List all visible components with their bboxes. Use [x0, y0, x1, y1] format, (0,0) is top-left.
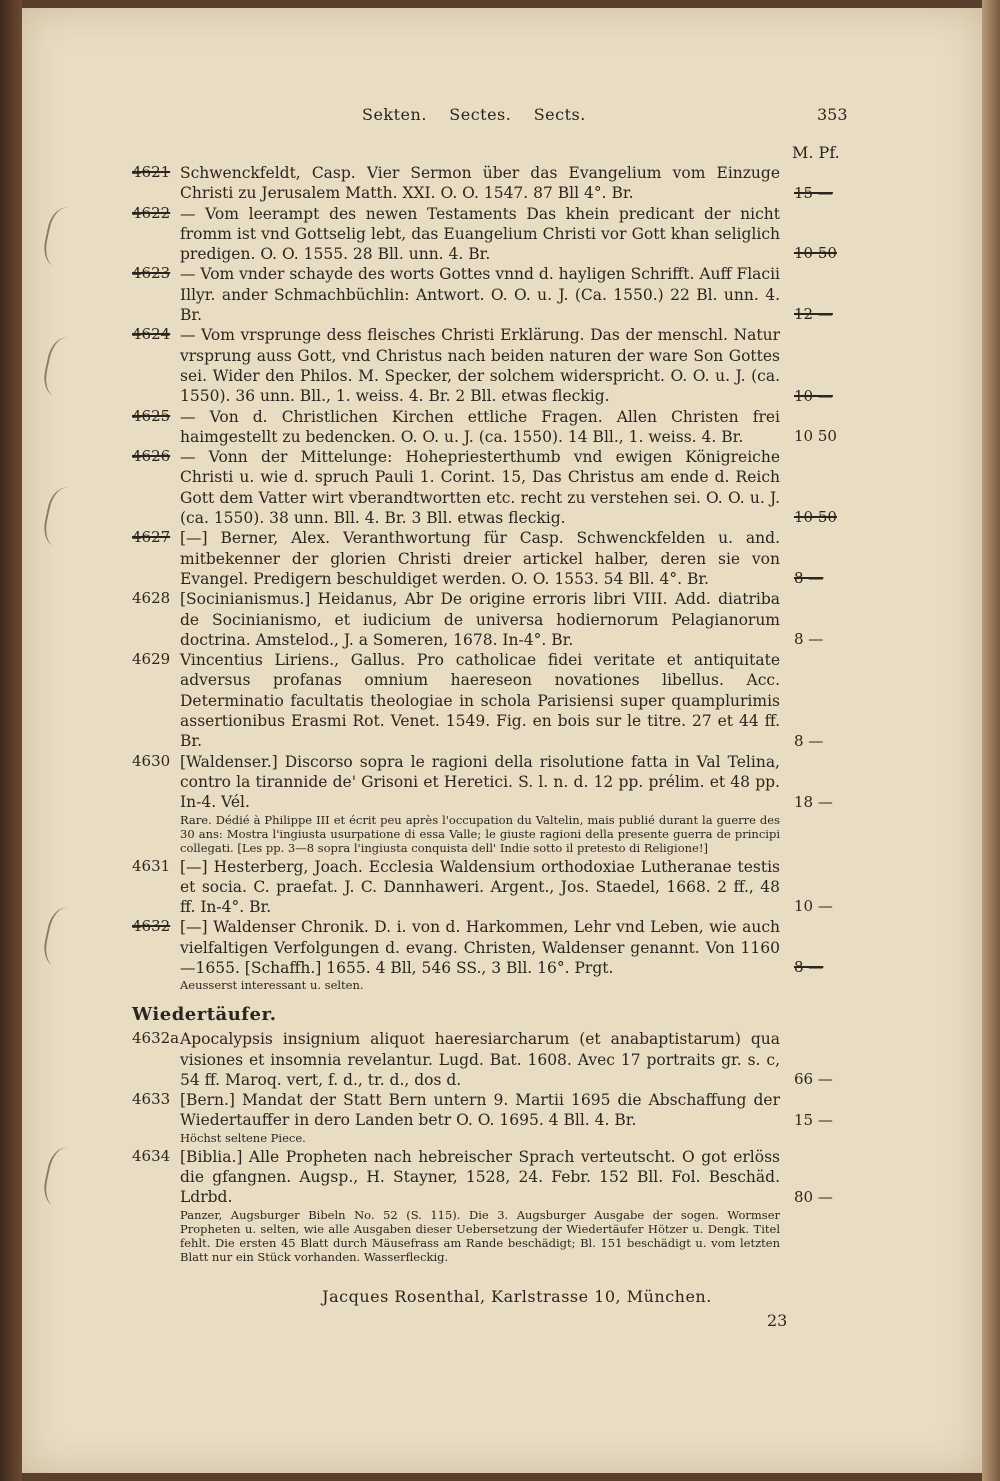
entry-note: Rare. Dédié à Philippe III et écrit peu après l'occupation du Valtelin, mais publié durant la guerre des 30 ans: Mostra l'ingiusta usurpatione di essa Valle; le giuste ragioni della presente guerra de principi collegati. [Les pp. 3—8 sopra l'ingiusta conquista dell' Indie sotto il pretesto di Religione!]	[180, 812, 780, 855]
entry-text: [Biblia.] Alle Propheten nach hebreischer Sprach verteutscht. O got erlöss die gfangnen. Augsp., H. Stayner, 1528, 24. Febr. 152 Bll. Fol. Beschäd. Ldrbd.	[180, 1147, 780, 1207]
section-heading: Wiedertäufer.	[132, 1004, 277, 1026]
entry-price: 10 50	[794, 508, 837, 527]
entry-price: 15 —	[794, 1110, 833, 1129]
entry-text: — Vonn der Mittelunge: Hohepriesterthumb vnd ewigen Königreiche Christi u. wie d. spruch Pauli 1. Corint. 15, Das Christus am ende d. Reich Gott dem Vatter wirt vberandtwortten etc. recht zu verstehen sei. O. O. u. J. (ca. 1550). 38 unn. Bll. 4. Br. 3 Bll. etwas fleckig.	[180, 448, 780, 528]
entry-text: — Vom leerampt des newen Testaments Das khein predicant der nicht fromm ist vnd Gottselig lebt, das Euangelium Christi vor Gott khan seliglich predigen. O. O. 1555. 28 Bll. unn. 4. Br.	[180, 204, 780, 264]
entry-number: 4632a	[132, 1029, 180, 1048]
entry-text: — Von d. Christlichen Kirchen ettliche Fragen. Allen Christen frei haimgestellt zu bedencken. O. O. u. J. (ca. 1550). 14 Bll., 1. weiss. 4. Br.	[180, 407, 780, 446]
entry-text: — Vom vnder schayde des worts Gottes vnnd d. hayligen Schrifft. Auff Flacii Illyr. ander Schmachbüchlin: Antwort. O. O. u. J. (Ca. 1550.) 22 Bl. unn. 4. Br.	[180, 265, 780, 325]
catalog-entry	[132, 917, 852, 978]
entry-price: 10 —	[794, 386, 833, 405]
entry-number: 4625	[132, 406, 171, 425]
price-column-header: M. Pf.	[792, 143, 840, 162]
entries-section-list	[132, 1029, 852, 1263]
entry-price: 10 50	[794, 427, 837, 446]
entry-price: 8 —	[794, 958, 824, 977]
entry-number: 4634	[132, 1146, 171, 1165]
entry-number: 4623	[132, 264, 171, 283]
catalog-entry	[132, 650, 852, 751]
entry-price: 10 —	[794, 897, 833, 916]
entry-price: 80 —	[794, 1187, 833, 1206]
entry-price: 10 50	[794, 244, 837, 263]
entry-text: [Bern.] Mandat der Statt Bern untern 9. Martii 1695 die Abschaffung der Wiedertauffer in dero Landen betr O. O. 1695. 4 Bll. 4. Br.	[180, 1091, 780, 1130]
entry-note: Panzer, Augsburger Bibeln No. 52 (S. 115). Die 3. Augsburger Ausgabe der sogen. Wormser Propheten u. selten, wie alle Ausgaben dieser Uebersetzung der Wiedertäufer Hötzer u. Dengk. Titel fehlt. Die ersten 45 Blatt durch Mäusefrass am Rande beschädigt; Bl. 151 beschädigt u. vom letzten Blatt nur ein Stück vorhanden. Wasserfleckig.	[180, 1207, 780, 1264]
entry-number: 4626	[132, 447, 171, 466]
entry-price: 66 —	[794, 1070, 833, 1089]
book-spine	[0, 0, 22, 1481]
entry-number: 4627	[132, 528, 171, 547]
entry-text: Apocalypsis insignium aliquot haeresiarcharum (et anabaptistarum) qua visiones et insomnia revelantur. Lugd. Bat. 1608. Avec 17 portraits gr. s. c, 54 ff. Maroq. vert, f. d., tr. d., dos d.	[180, 1030, 780, 1089]
entry-text: [—] Waldenser Chronik. D. i. von d. Harkommen, Lehr vnd Leben, wie auch vielfaltigen Verfolgungen d. evang. Christen, Waldenser genannt. Von 1160—1655. [Schaffh.] 1655. 4 Bll, 546 SS., 3 Bll. 16°. Prgt.	[180, 918, 780, 977]
entry-number: 4630	[132, 751, 171, 770]
page-header	[22, 105, 982, 129]
catalog-entry	[132, 264, 852, 325]
catalog-entry	[132, 752, 852, 813]
page-number: 353	[817, 105, 848, 124]
catalog-entry	[132, 589, 852, 650]
entry-price: 12 —	[794, 305, 833, 324]
running-head: Sekten. Sectes. Sects.	[362, 105, 586, 124]
catalog-entry	[132, 407, 852, 448]
entry-text: [—] Hesterberg, Joach. Ecclesia Waldensium orthodoxiae Lutheranae testis et socia. C. praefat. J. C. Dannhaweri. Argent., Jos. Staedel, 1668. 2 ff., 48 ff. In-4°. Br.	[180, 857, 780, 917]
catalog-page	[22, 8, 982, 1473]
catalog-entry	[132, 1147, 852, 1208]
entry-note: Aeusserst interessant u. selten.	[180, 978, 364, 993]
catalog-entry	[132, 204, 852, 265]
entry-note: Höchst seltene Piece.	[180, 1130, 306, 1145]
entry-price: 15 —	[794, 183, 833, 202]
margin-scribble	[40, 335, 90, 402]
entry-text: Vincentius Liriens., Gallus. Pro catholicae fidei veritate et antiquitate adversus profanas omnium haereseon novationes libellus. Acc. Determinatio facultatis theologiae in schola Parisiensi super quamplurimis assertionibus Erasmi Rot. Venet. 1549. Fig. en bois sur le titre. 27 et 44 ff. Br.	[180, 651, 780, 751]
margin-scribble	[40, 485, 90, 552]
catalog-entry	[132, 325, 852, 406]
margin-scribble	[40, 1145, 90, 1212]
entry-number: 4631	[132, 856, 171, 875]
catalog-entry	[132, 1029, 852, 1090]
entry-number: 4632	[132, 917, 171, 936]
entry-text: — Vom vrsprunge dess fleisches Christi Erklärung. Das der menschl. Natur vrsprung auss Gott, vnd Christus nach beiden naturen der ware Son Gottes sei. Wider den Philos. M. Specker, der solchem widerspricht. O. O. u. J. (ca. 1550). 36 unn. Bll., 1. weiss. 4. Br. 2 Bll. etwas fleckig.	[180, 326, 780, 406]
entry-price: 8 —	[794, 569, 824, 588]
entry-price: 8 —	[794, 731, 824, 750]
catalog-entry	[132, 857, 852, 918]
signature-mark: 23	[767, 1311, 788, 1330]
catalog-entry	[132, 1090, 852, 1131]
page-edge	[982, 0, 1000, 1481]
entry-text: [—] Berner, Alex. Veranthwortung für Casp. Schwenckfelden u. and. mitbekenner der glorien Christi dreier artickel halber, deren sie von Evangel. Predigern beschuldiget werden. O. O. 1553. 54 Bll. 4°. Br.	[180, 529, 780, 588]
catalog-entry	[132, 163, 852, 204]
entry-price: 18 —	[794, 792, 833, 811]
entry-number: 4628	[132, 589, 171, 608]
entry-number: 4633	[132, 1090, 171, 1109]
entry-number: 4629	[132, 650, 171, 669]
entry-text: [Waldenser.] Discorso sopra le ragioni della risolutione fatta in Val Telina, contro la tirannide de' Grisoni et Heretici. S. l. n. d. 12 pp. prélim. et 48 pp. In-4. Vél.	[180, 752, 780, 812]
publisher-footer: Jacques Rosenthal, Karlstrasse 10, München.	[322, 1287, 712, 1306]
entry-number: 4621	[132, 163, 171, 181]
entry-number: 4624	[132, 325, 171, 344]
entry-price: 8 —	[794, 630, 824, 649]
margin-scribble	[40, 205, 90, 272]
entry-number: 4622	[132, 203, 171, 222]
margin-scribble	[40, 905, 90, 972]
catalog-entries	[132, 163, 852, 1266]
entry-text: Schwenckfeldt, Casp. Vier Sermon über das Evangelium vom Einzuge Christi zu Jerusalem Matth. XXI. O. O. 1547. 87 Bll 4°. Br.	[180, 164, 780, 203]
catalog-entry	[132, 528, 852, 589]
entries-main-list	[132, 163, 852, 992]
entry-text: [Socinianismus.] Heidanus, Abr De origine erroris libri VIII. Add. diatriba de Socinianismo, et iudicium de universa hodiernorum Pelagianorum doctrina. Amstelod., J. a Someren, 1678. In-4°. Br.	[180, 590, 780, 649]
catalog-entry	[132, 447, 852, 528]
